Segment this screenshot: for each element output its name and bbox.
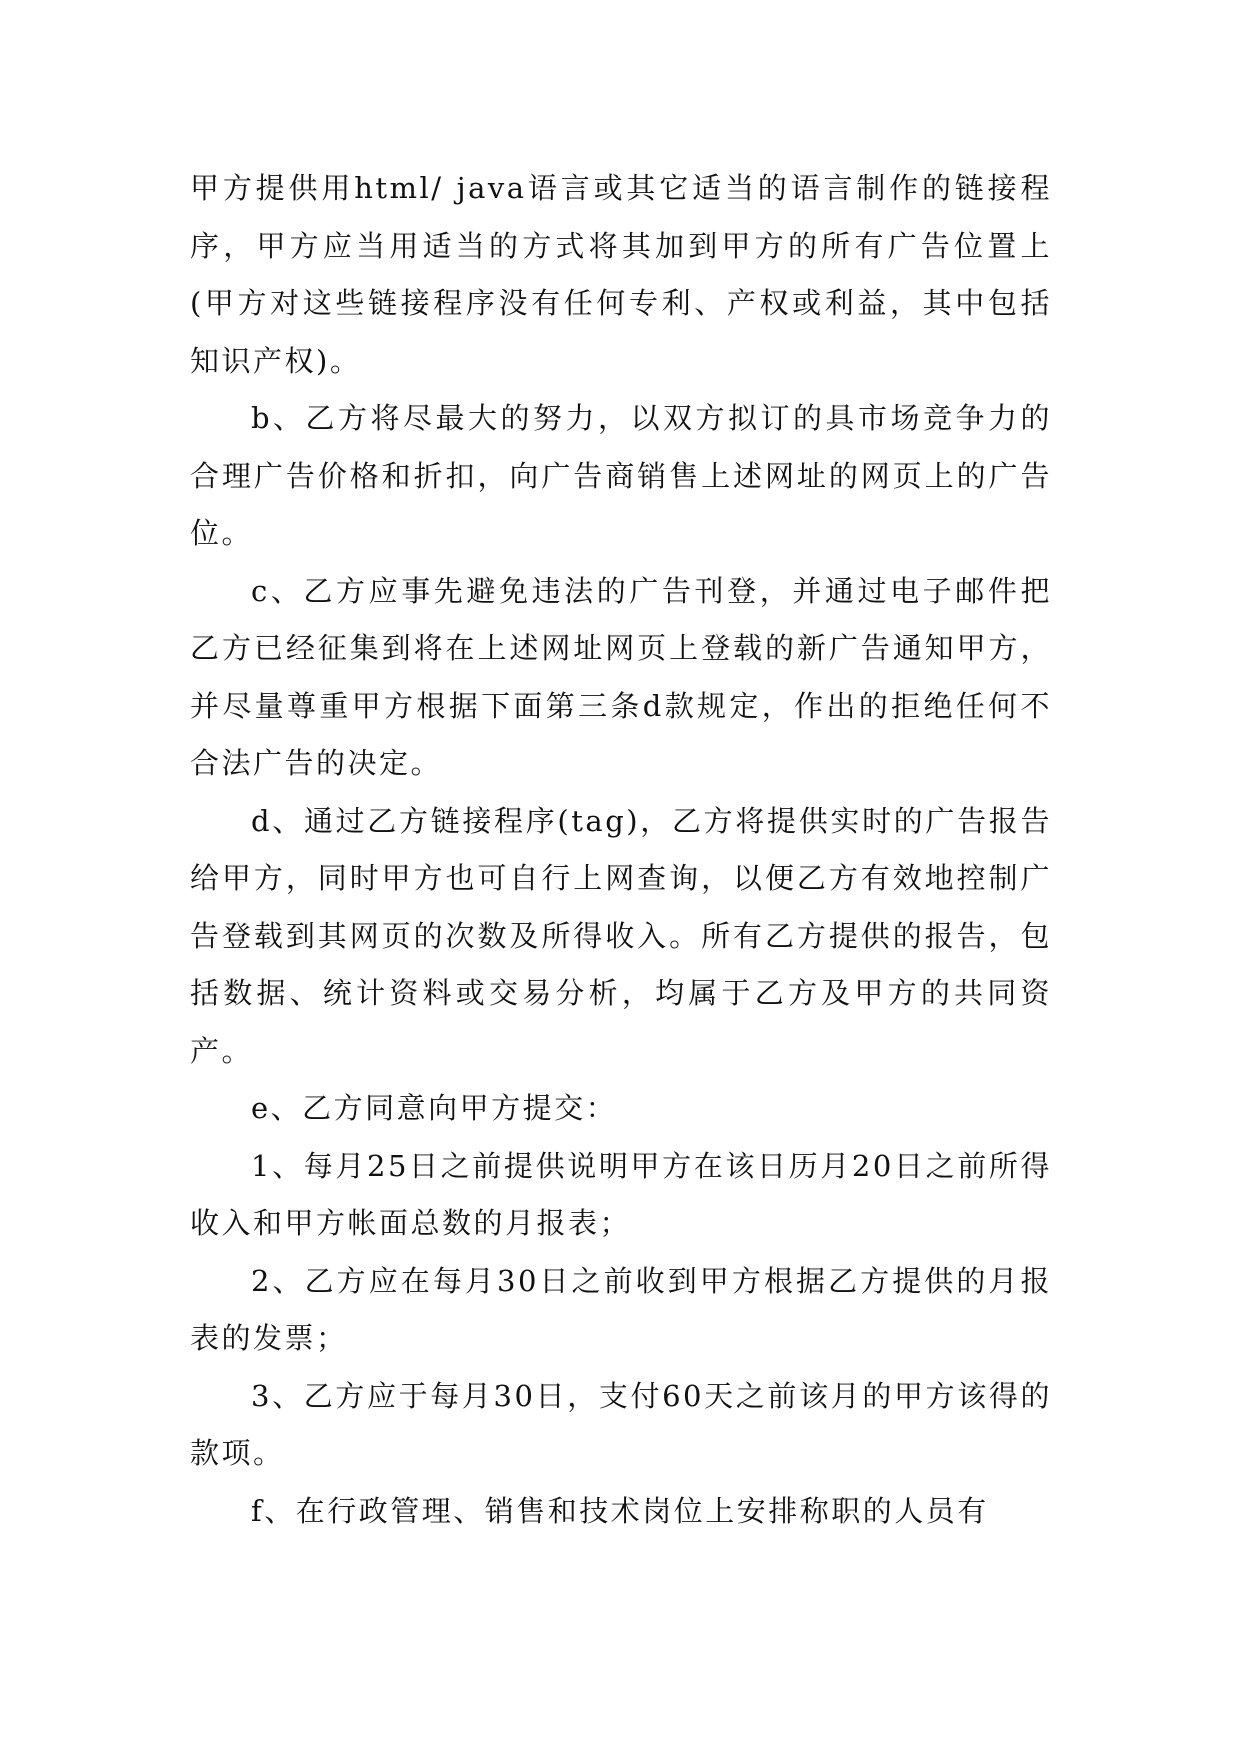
paragraph-link-program: 甲方提供用html/ java语言或其它适当的语言制作的链接程序，甲方应当用适当的方式将其加到甲方的所有广告位置上(甲方对这些链接程序没有任何专利、产权或利益，其中包括知识产权)。 (190, 171, 1052, 378)
document-body (190, 160, 1052, 1540)
paragraph-clause-f: f、在行政管理、销售和技术岗位上安排称职的人员有 (251, 1493, 989, 1528)
paragraph-clause-b: b、乙方将尽最大的努力，以双方拟订的具市场竞争力的合理广告价格和折扣，向广告商销售上述网址的网页上的广告位。 (190, 401, 1052, 550)
paragraph-item-3: 3、乙方应于每月30日，支付60天之前该月的甲方该得的款项。 (190, 1378, 1052, 1470)
paragraph-clause-c: c、乙方应事先避免违法的广告刊登，并通过电子邮件把乙方已经征集到将在上述网址网页上登载的新广告通知甲方，并尽量尊重甲方根据下面第三条d款规定，作出的拒绝任何不合法广告的决定。 (190, 573, 1052, 780)
paragraph-clause-e: e、乙方同意向甲方提交： (251, 1091, 618, 1125)
paragraph-item-1: 1、每月25日之前提供说明甲方在该日历月20日之前所得收入和甲方帐面总数的月报表； (190, 1148, 1052, 1240)
paragraph-clause-d: d、通过乙方链接程序(tag)，乙方将提供实时的广告报告给甲方，同时甲方也可自行上网查询，以便乙方有效地控制广告登载到其网页的次数及所得收入。所有乙方提供的报告，包括数据、统计资料或交易分析，均属于乙方及甲方的共同资产。 (190, 803, 1052, 1068)
paragraph-item-2: 2、乙方应在每月30日之前收到甲方根据乙方提供的月报表的发票； (190, 1263, 1052, 1355)
